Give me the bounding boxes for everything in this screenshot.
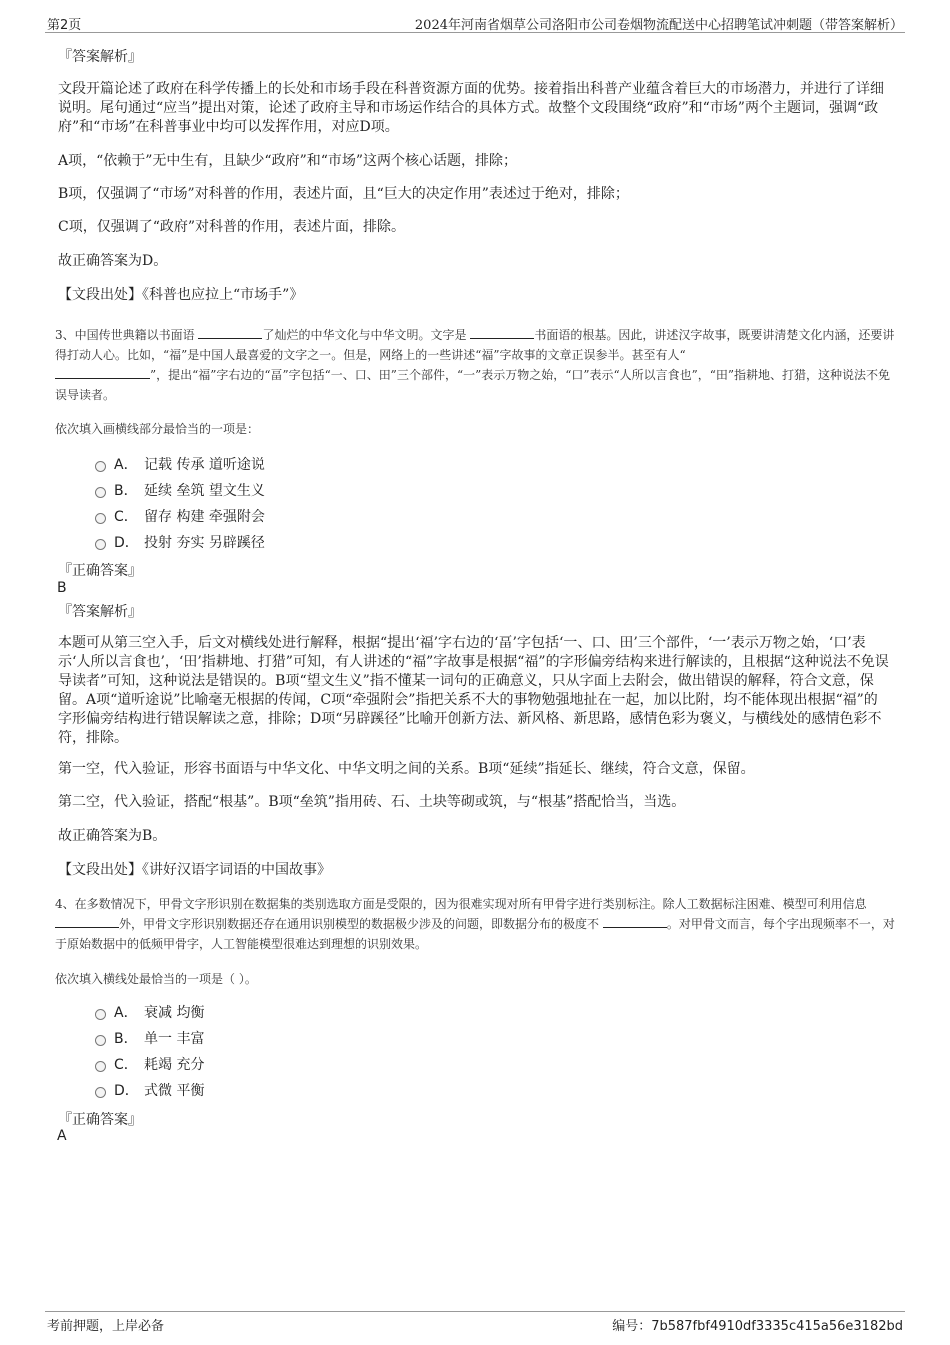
radio-button-icon[interactable] (95, 487, 106, 498)
fill-blank (603, 915, 667, 928)
q2-analysis-label: 『答案解析』 (58, 49, 142, 65)
radio-button-icon[interactable] (95, 539, 106, 550)
footer-slogan: 考前押题，上岸必备 (47, 1319, 165, 1334)
page-header (45, 12, 905, 33)
q4-option-c[interactable]: C． 耗竭 充分 (95, 1054, 204, 1074)
q4-option-a[interactable]: A． 衰减 均衡 (95, 1002, 204, 1022)
radio-button-icon[interactable] (95, 513, 106, 524)
fill-blank (55, 366, 150, 379)
q3-answer-label: 『正确答案』 (58, 563, 142, 579)
fill-blank (198, 326, 262, 339)
q3-option-b[interactable]: B． 延续 垒筑 望文生义 (95, 480, 265, 500)
q3-blank1-note: 第一空，代入验证，形容书面语与中华文化、中华文明之间的关系。B项“延续”指延长、继续，符合文意，保留。 (58, 761, 755, 777)
q4-option-b[interactable]: B． 单一 丰富 (95, 1028, 204, 1048)
q3-blank2-note: 第二空，代入验证，搭配“根基”。B项“垒筑”指用砖、石、土块等砌或筑，与“根基”搭配恰当，当选。 (58, 794, 686, 810)
q3-option-a[interactable]: A． 记载 传承 道听途说 (95, 454, 265, 474)
q3-source: 【文段出处】《讲好汉语字词语的中国故事》 (58, 862, 331, 878)
q3-option-c[interactable]: C． 留存 构建 牵强附会 (95, 506, 265, 526)
q3-option-d[interactable]: D． 投射 夯实 另辟蹊径 (95, 532, 265, 552)
q4-option-d[interactable]: D． 式微 平衡 (95, 1080, 204, 1100)
q4-prompt: 依次填入横线处最恰当的一项是（ ）。 (55, 972, 257, 986)
q3-analysis-label: 『答案解析』 (58, 604, 142, 620)
q3-analysis-paragraph: 本题可从第三空入手，后文对横线处进行解释，根据“提出‘福’字右边的‘畐’字包括‘一、口、田’三个部件，‘一’表示万物之始，‘口’表示‘人所以言食也’，‘田’指耕地、打猎”可知，有人讲述的“福”字故事是根据“福”的字形偏旁结构来进行解读的，且根据“这种说法不免误导读者”可知，这种说法是错误的。B项“望文生义”指不懂某一词句的正确意义，只从字面上去附会，做出错误的解释，符合文意，保留。A项“道听途说”比喻毫无根据的传闻，C项“牵强附会”指把关系不大的事物勉强地扯在一起，加以比附，均不能体现出根据“福”的字形偏旁结构进行错误解读之意，排除；D项“另辟蹊径”比喻开创新方法、新风格、新思路，感情色彩为褒义，与横线处的感情色彩不符，排除。 (58, 635, 889, 746)
radio-button-icon[interactable] (95, 1035, 106, 1046)
document-title: 2024年河南省烟草公司洛阳市公司卷烟物流配送中心招聘笔试冲刺题（带答案解析） (414, 18, 903, 33)
q3-prompt: 依次填入画横线部分最恰当的一项是： (55, 422, 260, 436)
radio-button-icon[interactable] (95, 1087, 106, 1098)
q2-analysis-paragraph: 文段开篇论述了政府在科学传播上的长处和市场手段在科普资源方面的优势。接着指出科普产业蕴含着巨大的市场潜力，并进行了详细说明。尾句通过“应当”提出对策，论述了政府主导和市场运作结合的具体方式。故整个文段围绕“政府”和“市场”两个主题词，强调“政府”和“市场”在科普事业中均可以发挥作用，对应D项。 (58, 81, 884, 135)
fill-blank (55, 915, 119, 928)
fill-blank (470, 326, 534, 339)
q4-answer: A (57, 1128, 67, 1144)
q2-option-c-note: C项，仅强调了“政府”对科普的作用，表述片面，排除。 (58, 219, 406, 235)
q4-answer-label: 『正确答案』 (58, 1112, 142, 1128)
q2-source: 【文段出处】《科普也应拉上“市场手”》 (58, 287, 304, 303)
q3-conclusion: 故正确答案为B。 (58, 828, 167, 844)
q3-stem: 3、中国传世典籍以书面语 了灿烂的中华文化与中华文明。文字是 书面语的根基。因此，讲述汉字故事，既要讲清楚文化内涵，还要讲得打动人心。比如，“福”是中国人最喜爱的文字之一。但是，网络上的一些讲述“福”字故事的文章正误参半。甚至有人“ ”，提出“福”字右边的“畐”字包括“一、口、田”三个部件，“一”表示万物之始，“口”表示“人所以言食也”，“田”指耕地、打猎，这种说法不免误导读者。 (55, 328, 895, 402)
radio-button-icon[interactable] (95, 461, 106, 472)
q3-answer: B (57, 580, 67, 596)
radio-button-icon[interactable] (95, 1009, 106, 1020)
q2-option-b-note: B项，仅强调了“市场”对科普的作用，表述片面，且“巨大的决定作用”表述过于绝对，排除； (58, 186, 629, 202)
q2-conclusion: 故正确答案为D。 (58, 253, 168, 269)
q2-option-a-note: A项，“依赖于”无中生有，且缺少“政府”和“市场”这两个核心话题，排除； (58, 153, 518, 169)
page-footer (45, 1311, 905, 1336)
q4-stem: 4、在多数情况下，甲骨文字形识别在数据集的类别选取方面是受限的，因为很难实现对所有甲骨字进行类别标注。除人工数据标注困难、模型可利用信息 外，甲骨文字形识别数据还存在通用识别模型的数据极少涉及的问题，即数据分布的极度不 。对甲骨文而言，每个字出现频率不一，对于原始数据中的低频甲骨字，人工智能模型很难达到理想的识别效果。 (55, 897, 895, 951)
document-code: 编号：7b587fbf4910df3335c415a56e3182bd (612, 1319, 903, 1334)
page-number: 第2页 (47, 18, 82, 33)
radio-button-icon[interactable] (95, 1061, 106, 1072)
